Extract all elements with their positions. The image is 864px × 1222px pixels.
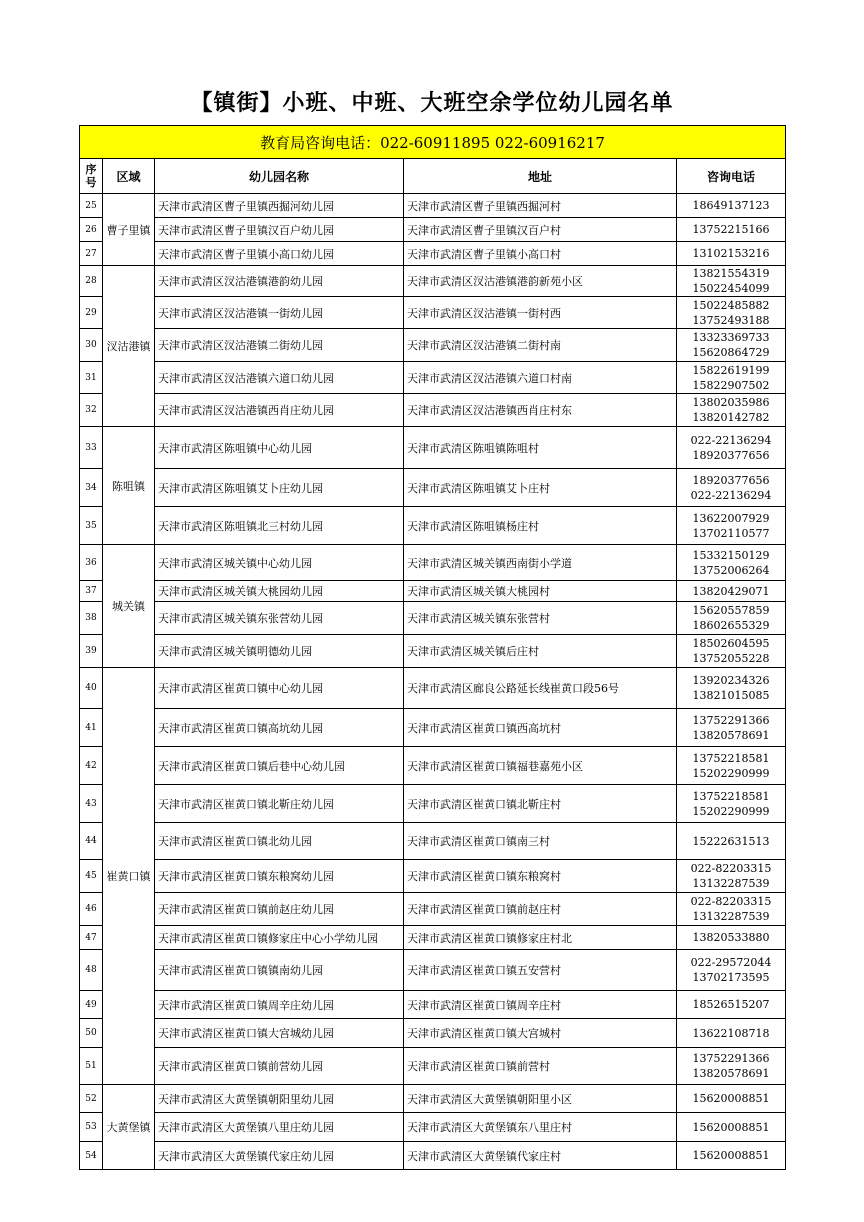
kindergarten-address: 天津市武清区廊良公路延长线崔黄口段56号 [404, 668, 677, 709]
phone-cell [677, 823, 786, 860]
region-cell: 曹子里镇 [103, 194, 155, 266]
kindergarten-address: 天津市武清区大黄堡镇东八里庄村 [404, 1113, 677, 1142]
phone-number: 15620008851 [692, 1092, 770, 1105]
phone-cell [677, 194, 786, 218]
phone-number: 13820142782 [692, 411, 770, 424]
row-number: 45 [80, 860, 103, 893]
table-row [80, 668, 786, 709]
kindergarten-address: 天津市武清区汊沽港镇二街村南 [404, 329, 677, 362]
table-row [80, 1048, 786, 1085]
phone-cell [677, 1142, 786, 1170]
row-number: 29 [80, 297, 103, 329]
phone-cell [677, 668, 786, 709]
phone-number: 15202290999 [692, 766, 770, 780]
phone-number: 022-29572044 [690, 956, 772, 969]
kindergarten-address: 天津市武清区崔黄口镇修家庄村北 [404, 926, 677, 950]
phone-cell [677, 297, 786, 329]
region-cell: 城关镇 [103, 545, 155, 668]
row-number: 25 [80, 194, 103, 218]
table-row [80, 709, 786, 747]
row-number: 40 [80, 668, 103, 709]
table-row [80, 242, 786, 266]
phone-number: 022-22136294 [690, 433, 772, 447]
kindergarten-name: 天津市武清区曹子里镇小高口幼儿园 [155, 242, 404, 266]
kindergarten-name: 天津市武清区陈咀镇中心幼儿园 [155, 427, 404, 469]
kindergarten-address: 天津市武清区崔黄口镇东粮窝村 [404, 860, 677, 893]
table-row [80, 469, 786, 507]
phone-number: 13622007929 [692, 511, 770, 525]
table-row [80, 860, 786, 893]
phone-number: 15222631513 [692, 834, 770, 848]
table-row [80, 1085, 786, 1113]
kindergarten-address: 天津市武清区汊沽港镇一街村西 [404, 297, 677, 329]
phone-number: 13752218581 [692, 789, 770, 803]
kindergarten-address: 天津市武清区曹子里镇西掘河村 [404, 194, 677, 218]
phone-cell [677, 1048, 786, 1085]
kindergarten-name: 天津市武清区崔黄口镇北幼儿园 [155, 823, 404, 860]
row-number: 43 [80, 785, 103, 823]
kindergarten-name: 天津市武清区崔黄口镇前营幼儿园 [155, 1048, 404, 1085]
phone-number: 18526515207 [692, 998, 770, 1011]
phone-number: 15620008851 [692, 1149, 770, 1162]
phone-number: 15202290999 [692, 804, 770, 818]
kindergarten-name: 天津市武清区大黄堡镇八里庄幼儿园 [155, 1113, 404, 1142]
table-row [80, 747, 786, 785]
kindergarten-address: 天津市武清区城关镇西南街小学道 [404, 545, 677, 581]
kindergarten-name: 天津市武清区汊沽港镇一街幼儿园 [155, 297, 404, 329]
kindergarten-name: 天津市武清区城关镇大桃园幼儿园 [155, 581, 404, 602]
phone-cell [677, 991, 786, 1019]
phone-number: 13323369733 [692, 331, 770, 344]
phone-number: 18502604595 [692, 637, 770, 650]
table-row [80, 394, 786, 427]
header-region: 区域 [103, 159, 155, 194]
kindergarten-address: 天津市武清区崔黄口镇北靳庄村 [404, 785, 677, 823]
header-address: 地址 [404, 159, 677, 194]
phone-cell [677, 218, 786, 242]
header-name: 幼儿园名称 [155, 159, 404, 194]
phone-number: 13820429071 [692, 584, 770, 598]
kindergarten-address: 天津市武清区崔黄口镇周辛庄村 [404, 991, 677, 1019]
phone-number: 13820578691 [692, 1067, 770, 1080]
phone-number: 13752493188 [692, 313, 770, 327]
kindergarten-name: 天津市武清区崔黄口镇北靳庄幼儿园 [155, 785, 404, 823]
phone-number: 15620864729 [692, 346, 770, 359]
phone-cell [677, 545, 786, 581]
row-number: 35 [80, 507, 103, 545]
kindergarten-address: 天津市武清区陈咀镇杨庄村 [404, 507, 677, 545]
row-number: 28 [80, 266, 103, 297]
region-cell: 陈咀镇 [103, 427, 155, 545]
row-number: 36 [80, 545, 103, 581]
row-number: 26 [80, 218, 103, 242]
phone-number: 15822907502 [692, 378, 770, 392]
kindergarten-address: 天津市武清区崔黄口镇南三村 [404, 823, 677, 860]
row-number: 47 [80, 926, 103, 950]
row-number: 31 [80, 362, 103, 394]
kindergarten-name: 天津市武清区崔黄口镇周辛庄幼儿园 [155, 991, 404, 1019]
phone-cell [677, 1085, 786, 1113]
phone-cell [677, 747, 786, 785]
hotline-banner: 教育局咨询电话：022-60911895 022-60916217 [80, 126, 786, 159]
table-row [80, 266, 786, 297]
region-cell: 崔黄口镇 [103, 668, 155, 1085]
kindergarten-name: 天津市武清区崔黄口镇中心幼儿园 [155, 668, 404, 709]
phone-number: 13752218581 [692, 751, 770, 765]
kindergarten-address: 天津市武清区大黄堡镇朝阳里小区 [404, 1085, 677, 1113]
kindergarten-address: 天津市武清区崔黄口镇大宫城村 [404, 1019, 677, 1048]
kindergarten-name: 天津市武清区崔黄口镇大宫城幼儿园 [155, 1019, 404, 1048]
phone-number: 15620557859 [692, 604, 770, 617]
phone-cell [677, 709, 786, 747]
kindergarten-address: 天津市武清区汊沽港镇西肖庄村东 [404, 394, 677, 427]
header-row [80, 159, 786, 194]
row-number: 49 [80, 991, 103, 1019]
kindergarten-address: 天津市武清区崔黄口镇西高坑村 [404, 709, 677, 747]
region-cell: 汊沽港镇 [103, 266, 155, 427]
phone-cell [677, 1113, 786, 1142]
page-title: 【镇街】小班、中班、大班空余学位幼儿园名单 [190, 90, 674, 116]
row-number: 33 [80, 427, 103, 469]
table-row [80, 635, 786, 668]
table-row [80, 893, 786, 926]
kindergarten-name: 天津市武清区崔黄口镇东粮窝幼儿园 [155, 860, 404, 893]
phone-cell [677, 926, 786, 950]
kindergarten-address: 天津市武清区崔黄口镇福巷嘉苑小区 [404, 747, 677, 785]
kindergarten-name: 天津市武清区曹子里镇汉百户幼儿园 [155, 218, 404, 242]
phone-number: 15022454099 [692, 282, 770, 295]
row-number: 50 [80, 1019, 103, 1048]
kindergarten-name: 天津市武清区大黄堡镇代家庄幼儿园 [155, 1142, 404, 1170]
phone-cell [677, 427, 786, 469]
phone-number: 15620008851 [692, 1120, 770, 1134]
header-no [80, 159, 103, 194]
kindergarten-name: 天津市武清区陈咀镇艾卜庄幼儿园 [155, 469, 404, 507]
table-row [80, 926, 786, 950]
table-row [80, 581, 786, 602]
row-number: 37 [80, 581, 103, 602]
kindergarten-address: 天津市武清区崔黄口镇五安营村 [404, 950, 677, 991]
phone-number: 13102153216 [692, 247, 770, 260]
kindergarten-name: 天津市武清区崔黄口镇高坑幼儿园 [155, 709, 404, 747]
row-number: 53 [80, 1113, 103, 1142]
row-number: 44 [80, 823, 103, 860]
hotline-banner-row [80, 126, 786, 159]
kindergarten-name: 天津市武清区汊沽港镇二街幼儿园 [155, 329, 404, 362]
row-number: 42 [80, 747, 103, 785]
phone-cell [677, 581, 786, 602]
phone-number: 13820533880 [692, 931, 770, 944]
table-row [80, 329, 786, 362]
phone-number: 13702110577 [692, 526, 770, 540]
row-number: 34 [80, 469, 103, 507]
row-number: 41 [80, 709, 103, 747]
table-row [80, 1142, 786, 1170]
kindergarten-name: 天津市武清区汊沽港镇六道口幼儿园 [155, 362, 404, 394]
kindergarten-name: 天津市武清区汊沽港镇港韵幼儿园 [155, 266, 404, 297]
phone-cell [677, 469, 786, 507]
phone-number: 15822619199 [692, 363, 770, 377]
row-number: 51 [80, 1048, 103, 1085]
table-row [80, 785, 786, 823]
row-number: 48 [80, 950, 103, 991]
kindergarten-address: 天津市武清区汊沽港镇港韵新苑小区 [404, 266, 677, 297]
table-row [80, 218, 786, 242]
phone-number: 13752291366 [692, 713, 770, 727]
phone-number: 18920377656 [692, 473, 770, 487]
table-row [80, 602, 786, 635]
phone-cell [677, 329, 786, 362]
table-row [80, 427, 786, 469]
phone-number: 022-82203315 [690, 895, 772, 908]
kindergarten-name: 天津市武清区汊沽港镇西肖庄幼儿园 [155, 394, 404, 427]
kindergarten-address: 天津市武清区城关镇大桃园村 [404, 581, 677, 602]
kindergarten-address: 天津市武清区崔黄口镇前赵庄村 [404, 893, 677, 926]
row-number: 38 [80, 602, 103, 635]
phone-number: 18602655329 [692, 619, 770, 632]
phone-number: 13132287539 [692, 877, 770, 890]
phone-number: 13920234326 [692, 674, 770, 687]
phone-cell [677, 394, 786, 427]
kindergarten-address: 天津市武清区城关镇东张营村 [404, 602, 677, 635]
phone-number: 18649137123 [692, 199, 770, 212]
table-row [80, 545, 786, 581]
kindergarten-address: 天津市武清区城关镇后庄村 [404, 635, 677, 668]
phone-cell [677, 860, 786, 893]
kindergarten-name: 天津市武清区城关镇东张营幼儿园 [155, 602, 404, 635]
phone-number: 13802035986 [692, 396, 770, 409]
phone-number: 13752215166 [692, 223, 770, 236]
kindergarten-address: 天津市武清区崔黄口镇前营村 [404, 1048, 677, 1085]
table-row [80, 362, 786, 394]
phone-cell [677, 785, 786, 823]
phone-cell [677, 1019, 786, 1048]
phone-number: 13702173595 [692, 971, 770, 984]
kindergarten-name: 天津市武清区城关镇中心幼儿园 [155, 545, 404, 581]
phone-cell [677, 507, 786, 545]
row-number: 27 [80, 242, 103, 266]
phone-number: 022-22136294 [690, 488, 772, 502]
phone-number: 13821554319 [692, 267, 770, 280]
kindergarten-name: 天津市武清区崔黄口镇前赵庄幼儿园 [155, 893, 404, 926]
kindergarten-address: 天津市武清区汊沽港镇六道口村南 [404, 362, 677, 394]
phone-cell [677, 893, 786, 926]
kindergarten-address: 天津市武清区大黄堡镇代家庄村 [404, 1142, 677, 1170]
phone-number: 13622108718 [692, 1026, 770, 1040]
phone-number: 13132287539 [692, 910, 770, 923]
header-phone: 咨询电话 [677, 159, 786, 194]
table-row [80, 823, 786, 860]
kindergarten-table [79, 125, 786, 1170]
phone-number: 13752291366 [692, 1052, 770, 1065]
kindergarten-name: 天津市武清区崔黄口镇修家庄中心小学幼儿园 [155, 926, 404, 950]
table-row [80, 297, 786, 329]
phone-number: 15332150129 [692, 548, 770, 562]
phone-cell [677, 266, 786, 297]
kindergarten-address: 天津市武清区曹子里镇汉百户村 [404, 218, 677, 242]
phone-cell [677, 362, 786, 394]
kindergarten-name: 天津市武清区城关镇明德幼儿园 [155, 635, 404, 668]
phone-number: 13821015085 [692, 689, 770, 702]
row-number: 52 [80, 1085, 103, 1113]
row-number: 54 [80, 1142, 103, 1170]
phone-cell [677, 602, 786, 635]
table-row [80, 950, 786, 991]
table-row [80, 194, 786, 218]
kindergarten-name: 天津市武清区陈咀镇北三村幼儿园 [155, 507, 404, 545]
phone-number: 13752055228 [692, 652, 770, 665]
table-row [80, 1019, 786, 1048]
phone-cell [677, 242, 786, 266]
table-row [80, 1113, 786, 1142]
row-number: 46 [80, 893, 103, 926]
kindergarten-name: 天津市武清区崔黄口镇后巷中心幼儿园 [155, 747, 404, 785]
kindergarten-name: 天津市武清区崔黄口镇镇南幼儿园 [155, 950, 404, 991]
table-row [80, 507, 786, 545]
row-number: 30 [80, 329, 103, 362]
header-no-line2: 号 [85, 176, 97, 189]
phone-number: 13820578691 [692, 728, 770, 742]
kindergarten-address: 天津市武清区陈咀镇艾卜庄村 [404, 469, 677, 507]
row-number: 32 [80, 394, 103, 427]
phone-cell [677, 950, 786, 991]
kindergarten-name: 天津市武清区大黄堡镇朝阳里幼儿园 [155, 1085, 404, 1113]
header-no-line1: 序 [85, 163, 97, 176]
kindergarten-address: 天津市武清区曹子里镇小高口村 [404, 242, 677, 266]
phone-number: 13752006264 [692, 563, 770, 577]
kindergarten-address: 天津市武清区陈咀镇陈咀村 [404, 427, 677, 469]
kindergarten-name: 天津市武清区曹子里镇西掘河幼儿园 [155, 194, 404, 218]
phone-cell [677, 635, 786, 668]
phone-number: 022-82203315 [690, 862, 772, 875]
table-row [80, 991, 786, 1019]
phone-number: 18920377656 [692, 448, 770, 462]
region-cell: 大黄堡镇 [103, 1085, 155, 1170]
row-number: 39 [80, 635, 103, 668]
phone-number: 15022485882 [692, 298, 770, 312]
